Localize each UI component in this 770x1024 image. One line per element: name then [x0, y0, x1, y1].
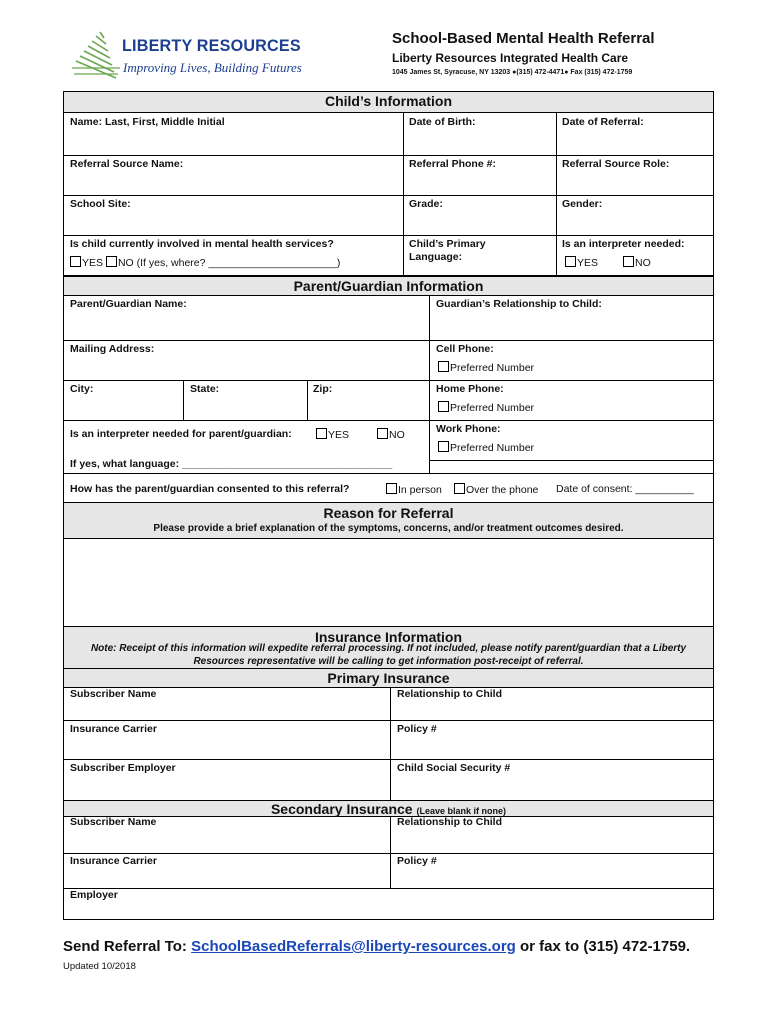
gender-field[interactable]	[557, 196, 713, 236]
cell-phone-label[interactable]: Cell Phone:	[436, 343, 494, 355]
state-field[interactable]	[184, 381, 308, 421]
home-preferred-checkbox[interactable]	[438, 401, 449, 412]
guardian-relationship-field[interactable]	[430, 295, 713, 341]
primary-carrier-label: Insurance Carrier	[70, 723, 157, 735]
secondary-insurance-heading: Secondary Insurance	[270, 801, 413, 817]
referral-date-field[interactable]	[557, 112, 713, 156]
primary-language-label: Child’s Primary Language:	[409, 238, 486, 263]
child-interpreter-label: Is an interpreter needed:	[562, 238, 685, 250]
reason-textarea[interactable]	[64, 539, 713, 627]
guardian-relationship-label: Guardian’s Relationship to Child:	[436, 298, 602, 310]
parent-name-label: Parent/Guardian Name:	[70, 298, 187, 310]
referral-role-label: Referral Source Role:	[562, 158, 670, 170]
work-phone-label[interactable]: Work Phone:	[436, 423, 501, 435]
send-referral-line	[63, 938, 690, 955]
mh-yes-checkbox[interactable]	[70, 256, 81, 267]
child-info-heading: Child’s Information	[64, 92, 713, 113]
dob-field[interactable]	[404, 112, 557, 156]
parent-interpreter-cell	[64, 421, 430, 473]
secondary-employer-field[interactable]	[64, 889, 713, 919]
home-phone-label[interactable]: Home Phone:	[436, 383, 504, 395]
logo-title: LIBERTY RESOURCES	[122, 36, 301, 55]
gender-label: Gender:	[562, 198, 603, 210]
secondary-policy-field[interactable]	[391, 854, 713, 889]
primary-insurance-heading: Primary Insurance	[64, 668, 713, 688]
insurance-note: Note: Receipt of this information will expedite referral processing. If not included, please notify parent/guardian that a Liberty Resources representative will be calling to get information post-receipt of referral.	[90, 643, 687, 667]
primary-relationship-field[interactable]	[391, 687, 713, 721]
school-site-label: School Site:	[70, 198, 131, 210]
parent-interpreter-question: Is an interpreter needed for parent/guardian:	[70, 428, 292, 440]
grade-label: Grade:	[409, 198, 443, 210]
referral-source-field[interactable]	[64, 156, 404, 196]
referral-phone-field[interactable]	[404, 156, 557, 196]
cell-preferred-label: Preferred Number	[450, 362, 535, 374]
primary-policy-label: Policy #	[397, 723, 437, 735]
state-label: State:	[190, 383, 220, 395]
child-interpreter-no-label: NO	[635, 257, 651, 269]
over-phone-label: Over the phone	[466, 484, 539, 496]
send-referral-label: Send Referral To:	[63, 938, 192, 955]
secondary-insurance-note: (Leave blank if none)	[416, 806, 507, 816]
cell-phone-cell	[430, 341, 713, 381]
secondary-relationship-label: Relationship to Child	[397, 816, 502, 828]
child-name-field[interactable]	[64, 112, 404, 156]
consent-row	[64, 474, 713, 502]
primary-policy-field[interactable]	[391, 721, 713, 760]
form-title: School-Based Mental Health Referral	[392, 30, 655, 47]
child-name-label: Name: Last, First, Middle Initial	[70, 116, 225, 128]
mh-no-label: NO (If yes, where? ______________________)	[117, 257, 341, 269]
child-interpreter-no-checkbox[interactable]	[623, 256, 634, 267]
consent-date-field[interactable]: Date of consent: __________	[556, 483, 694, 495]
parent-interpreter-yes-label: YES	[328, 429, 350, 441]
mh-services-cell	[64, 236, 404, 276]
parent-name-field[interactable]	[64, 295, 430, 341]
reason-header	[64, 502, 713, 539]
mh-no-checkbox[interactable]	[106, 256, 117, 267]
parent-interpreter-no-checkbox[interactable]	[377, 428, 388, 439]
form-subtitle: Liberty Resources Integrated Health Care	[392, 51, 629, 65]
work-preferred-label: Preferred Number	[450, 442, 535, 454]
zip-label: Zip:	[313, 383, 333, 395]
secondary-insurance-header	[64, 800, 713, 817]
referral-form	[63, 91, 714, 920]
home-phone-cell	[430, 381, 713, 421]
work-preferred-checkbox[interactable]	[438, 441, 449, 452]
referral-email-link[interactable]: SchoolBasedReferrals@liberty-resources.org	[191, 938, 516, 955]
dob-label: Date of Birth:	[409, 116, 476, 128]
primary-subscriber-name-label: Subscriber Name	[70, 688, 157, 700]
city-field[interactable]	[64, 381, 184, 421]
mh-yes-label: YES	[82, 257, 104, 269]
primary-subscriber-name-field[interactable]	[64, 687, 391, 721]
mh-services-question: Is child currently involved in mental health services?	[70, 238, 334, 250]
referral-phone-label: Referral Phone #:	[409, 158, 496, 170]
secondary-employer-label: Employer	[70, 889, 118, 901]
grade-field[interactable]	[404, 196, 557, 236]
secondary-relationship-field[interactable]	[391, 816, 713, 854]
primary-relationship-label: Relationship to Child	[397, 688, 502, 700]
consent-question: How has the parent/guardian consented to this referral?	[70, 483, 350, 495]
parent-interpreter-yes-checkbox[interactable]	[316, 428, 327, 439]
subscriber-employer-label: Subscriber Employer	[70, 762, 176, 774]
secondary-carrier-field[interactable]	[64, 854, 391, 889]
secondary-subscriber-name-field[interactable]	[64, 816, 391, 854]
in-person-label: In person	[398, 484, 442, 496]
parent-interpreter-no-label: NO	[389, 429, 405, 441]
cell-preferred-checkbox[interactable]	[438, 361, 449, 372]
primary-carrier-field[interactable]	[64, 721, 391, 760]
mailing-address-label: Mailing Address:	[70, 343, 155, 355]
child-ssn-field[interactable]	[391, 760, 713, 800]
logo-tagline: Improving Lives, Building Futures	[123, 60, 302, 75]
insurance-heading: Insurance Information	[314, 629, 463, 645]
reason-heading: Reason for Referral	[323, 505, 454, 521]
subscriber-employer-field[interactable]	[64, 760, 391, 800]
city-label: City:	[70, 383, 94, 395]
secondary-policy-label: Policy #	[397, 855, 437, 867]
child-interpreter-yes-label: YES	[577, 257, 599, 269]
secondary-carrier-label: Insurance Carrier	[70, 855, 157, 867]
mailing-address-field[interactable]	[64, 341, 430, 381]
secondary-subscriber-name-label: Subscriber Name	[70, 816, 157, 828]
primary-language-field[interactable]	[404, 236, 557, 276]
parent-language-field[interactable]: If yes, what language: ____________________________________	[70, 458, 393, 470]
parent-info-heading: Parent/Guardian Information	[64, 276, 713, 296]
reason-instruction: Please provide a brief explanation of the symptoms, concerns, and/or treatment outcomes desired.	[153, 523, 624, 534]
in-person-checkbox[interactable]	[386, 483, 397, 494]
referral-date-label: Date of Referral:	[562, 116, 644, 128]
home-preferred-label: Preferred Number	[450, 402, 535, 414]
work-phone-cell	[430, 421, 713, 461]
zip-field[interactable]	[308, 381, 430, 421]
school-site-field[interactable]	[64, 196, 404, 236]
updated-date: Updated 10/2018	[63, 961, 136, 972]
over-phone-checkbox[interactable]	[454, 483, 465, 494]
child-interpreter-cell	[557, 236, 713, 276]
referral-role-field[interactable]	[557, 156, 713, 196]
org-address: 1045 James St, Syracuse, NY 13203 ●(315) 472-4471● Fax (315) 472-1759	[392, 69, 633, 76]
child-ssn-label: Child Social Security #	[397, 762, 511, 774]
referral-fax-text: or fax to (315) 472-1759.	[515, 938, 691, 955]
child-interpreter-yes-checkbox[interactable]	[565, 256, 576, 267]
referral-source-label: Referral Source Name:	[70, 158, 184, 170]
